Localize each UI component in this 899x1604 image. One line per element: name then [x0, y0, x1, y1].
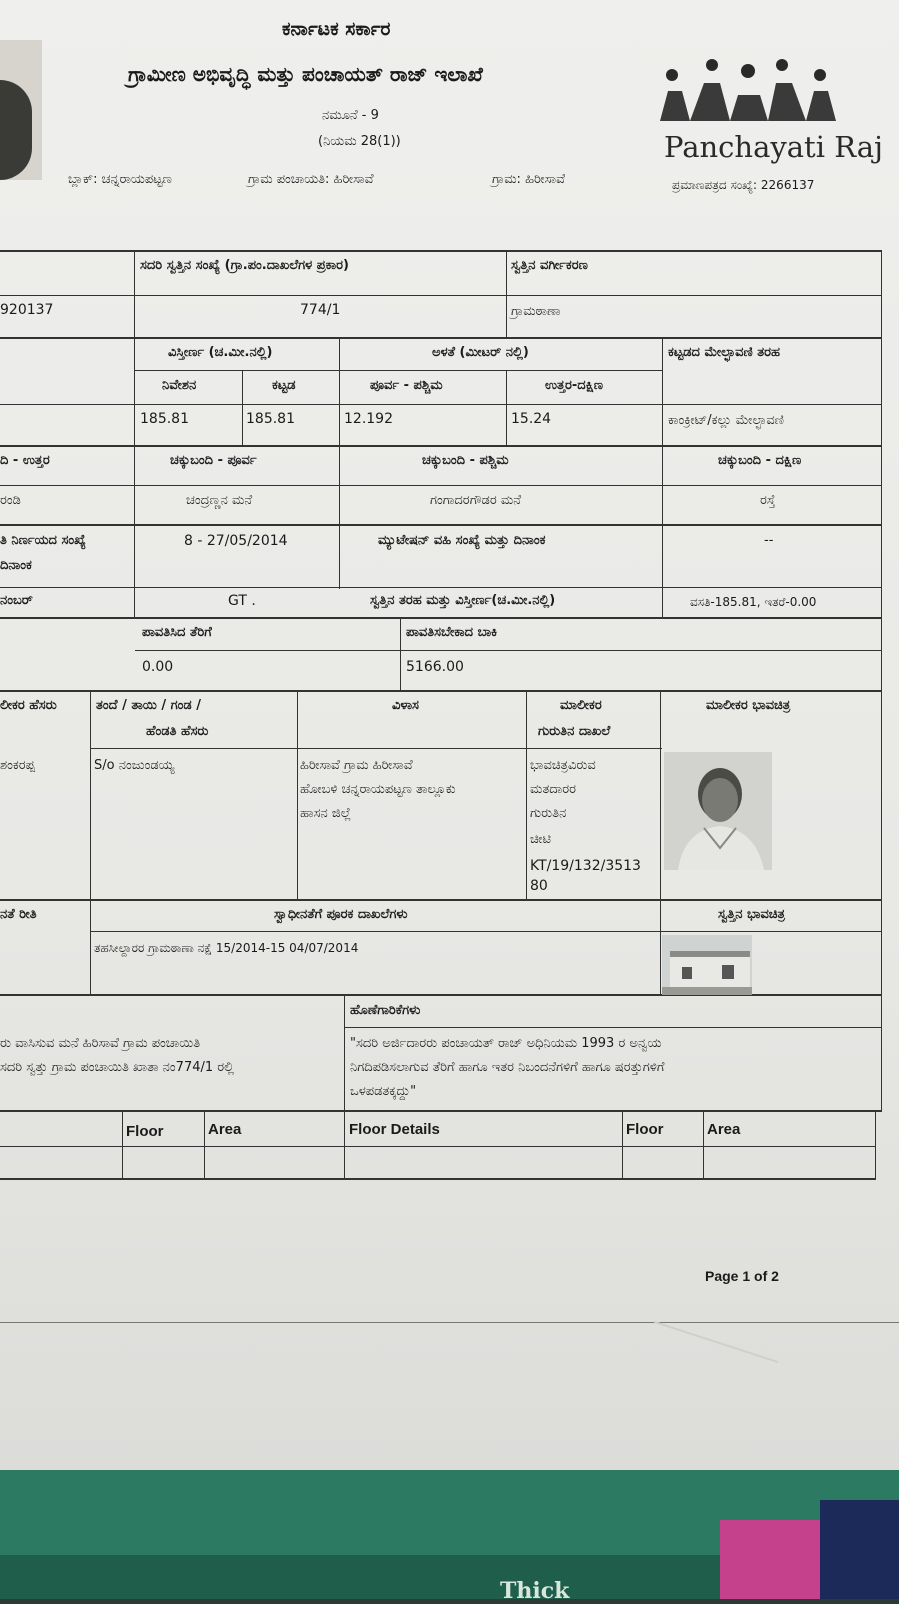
owner-id-line-6: 80 — [530, 878, 548, 894]
owner-id-label: ಮಾಲೀಕರ — [560, 698, 602, 713]
book-title-text: Thick — [500, 1578, 570, 1604]
dimension-label: ಅಳತೆ (ಮೀಟರ್ ನಲ್ಲಿ) — [432, 345, 529, 360]
person-silhouette-icon — [664, 752, 772, 870]
south-boundary-value: ರಸ್ತೆ — [760, 493, 776, 508]
owner-parent-label: ತಂದೆ / ತಾಯಿ / ಗಂಡ / — [96, 698, 201, 713]
roof-type-value: ಕಾಂಕ್ರೀಟ್/ಕಲ್ಲು ಮೇಲ್ಛಾವಣಿ — [668, 413, 784, 428]
owner-parent-label-2: ಹೆಂಡತಿ ಹೆಸರು — [146, 724, 209, 739]
tax-paid-label: ಪಾವತಿಸಿದ ತೆರಿಗೆ — [142, 625, 212, 640]
floor-header: Floor — [126, 1123, 164, 1140]
property-no-value: 774/1 — [300, 302, 341, 318]
tax-due-value: 5166.00 — [406, 659, 464, 675]
resolution-date-label: ದಿನಾಂಕ — [0, 558, 32, 573]
owner-id-label-2: ಗುರುತಿನ ದಾಖಲೆ — [538, 724, 611, 739]
owner-name-value: ಶಂಕರಪ್ಪ — [0, 758, 35, 773]
west-boundary-label: ಚಕ್ಕುಬಂದಿ - ಪಶ್ಚಿಮ — [422, 453, 509, 468]
floor-header-2: Floor — [626, 1121, 664, 1138]
north-boundary-label: ದಿ - ಉತ್ತರ — [0, 453, 50, 468]
supporting-docs-value: ತಹಸೀಲ್ದಾರರ ಗ್ರಾಮಠಾಣಾ ನಕ್ಷೆ 15/2014-15 04/07/2014 — [94, 941, 359, 955]
certificate-number: ಪ್ರಮಾಣಪತ್ರದ ಸಂಖ್ಯೆ: 2266137 — [672, 178, 815, 192]
panchayat-name: ಗ್ರಾಮ ಪಂಚಾಯತಿ: ಹಿರೀಸಾವೆ — [248, 172, 374, 187]
mutation-value: -- — [764, 533, 774, 548]
classification-label: ಸ್ವತ್ತಿನ ವರ್ಗೀಕರಣ — [511, 258, 588, 273]
liabilities-left-line-1: ರು ವಾಸಿಸುವ ಮನೆ ಹಿರಿಸಾವೆ ಗ್ರಾಮ ಪಂಚಾಯಿತಿ — [0, 1036, 201, 1051]
roof-type-label: ಕಟ್ಟಡದ ಮೇಲ್ಛಾವಣಿ ತರಹ — [668, 345, 780, 360]
owner-id-line-1: ಭಾವಚಿತ್ರವಿರುವ — [530, 758, 596, 773]
liabilities-label: ಹೊಣೆಗಾರಿಕೆಗಳು — [350, 1003, 421, 1018]
number-label: ನಂಬರ್ — [0, 593, 33, 608]
north-south-label: ಉತ್ತರ-ದಕ್ಷಿಣ — [545, 378, 604, 393]
area-header-2: Area — [707, 1121, 741, 1138]
owner-address-line-1: ಹಿರೀಸಾವೆ ಗ್ರಾಮ ಹಿರೀಸಾವೆ — [300, 758, 413, 773]
property-id-value: 920137 — [0, 302, 54, 318]
liabilities-left-line-2: ಸದರಿ ಸ್ವತ್ತು ಗ್ರಾಮ ಪಂಚಾಯಿತಿ ಖಾತಾ ನಂ774/1 ರಲ್ಲಿ — [0, 1060, 234, 1075]
site-label: ನಿವೇಶನ — [162, 378, 197, 393]
resolution-label: ತಿ ನಿರ್ಣಯದ ಸಂಖ್ಯೆ — [0, 533, 86, 548]
property-photo-label: ಸ್ವತ್ತಿನ ಭಾವಚಿತ್ರ — [718, 907, 785, 922]
tax-due-label: ಪಾವತಿಸಬೇಕಾದ ಬಾಕಿ — [406, 625, 498, 640]
block-name: ಬ್ಲಾಕ್: ಚನ್ನರಾಯಪಟ್ಟಣ — [68, 172, 172, 187]
blue-book — [820, 1500, 899, 1599]
pink-book — [720, 1520, 820, 1599]
owner-address-line-3: ಹಾಸನ ಜಿಲ್ಲೆ — [300, 806, 352, 821]
north-boundary-value: ರಂಡಿ — [0, 493, 21, 508]
building-area-value: 185.81 — [246, 411, 295, 427]
east-boundary-value: ಚಂದ್ರಣ್ಣನ ಮನೆ — [186, 493, 253, 508]
north-south-value: 15.24 — [511, 411, 552, 427]
village-name: ಗ್ರಾಮ: ಹಿರೀಸಾವೆ — [492, 172, 565, 187]
owner-id-line-2: ಮತದಾರರ — [530, 782, 576, 797]
floor-details-header: Floor Details — [349, 1121, 440, 1138]
property-no-label: ಸದರಿ ಸ್ವತ್ತಿನ ಸಂಖ್ಯೆ (ಗ್ರಾ.ಪಂ.ದಾಖಲೆಗಳ ಪ್ರಕಾರ) — [140, 258, 349, 273]
govt-title: ಕರ್ನಾಟಕ ಸರ್ಕಾರ — [282, 18, 391, 40]
south-boundary-label: ಚಕ್ಕುಬಂದಿ - ದಕ್ಷಿಣ — [718, 453, 802, 468]
liabilities-right-line-2: ನಿಗದಿಪಡಿಸಲಾಗುವ ತೆರಿಗೆ ಹಾಗೂ ಇತರ ನಿಬಂದನೆಗಳಿಗೆ ಹಾಗೂ ಷರತ್ತುಗಳಿಗೆ — [350, 1060, 665, 1075]
house-icon — [662, 935, 752, 995]
liabilities-right-line-1: "ಸದರಿ ಅರ್ಜಿದಾರರು ಪಂಚಾಯತ್ ರಾಜ್ ಅಧಿನಿಯಮ 1993 ರ ಅನ್ವಯ — [350, 1036, 662, 1051]
building-label: ಕಟ್ಟಡ — [272, 378, 296, 393]
possession-method-label: ನತೆ ರೀತಿ — [0, 907, 37, 922]
owner-id-line-4: ಚೀಟಿ — [530, 832, 551, 847]
property-photo — [662, 935, 752, 995]
owner-id-line-3: ಗುರುತಿನ — [530, 806, 567, 821]
page-number: Page 1 of 2 — [705, 1268, 779, 1284]
owner-photo-label: ಮಾಲೀಕರ ಭಾವಚಿತ್ರ — [706, 698, 791, 713]
owner-id-line-5: KT/19/132/3513 — [530, 858, 641, 874]
east-west-value: 12.192 — [344, 411, 393, 427]
owner-address-line-2: ಹೋಬಳಿ ಚನ್ನರಾಯಪಟ್ಟಣ ತಾಲ್ಲೂಕು — [300, 782, 456, 797]
liabilities-right-line-3: ಒಳಪಡತಕ್ಕದ್ದು" — [350, 1084, 417, 1099]
property-type-value: ವಸತಿ-185.81, ಇತರೆ-0.00 — [690, 595, 817, 609]
tax-paid-value: 0.00 — [142, 659, 174, 675]
dept-title: ಗ್ರಾಮೀಣ ಅಭಿವೃದ್ಧಿ ಮತ್ತು ಪಂಚಾಯತ್ ರಾಜ್ ಇಲಾಖೆ — [128, 62, 483, 86]
owner-address-label: ವಿಳಾಸ — [392, 698, 419, 713]
west-boundary-value: ಗಂಗಾದರಗೌಡರ ಮನೆ — [430, 493, 521, 508]
site-area-value: 185.81 — [140, 411, 189, 427]
supporting-docs-label: ಸ್ವಾಧೀನತೆಗೆ ಪೂರಕ ದಾಖಲೆಗಳು — [274, 907, 408, 922]
owner-photo — [664, 752, 772, 870]
karnataka-emblem-icon — [0, 40, 42, 180]
area-label: ವಿಸ್ತೀರ್ಣ (ಚ.ಮೀ.ನಲ್ಲಿ) — [168, 345, 273, 360]
area-header: Area — [208, 1121, 242, 1138]
form-number: ನಮೂನೆ - 9 — [322, 108, 379, 123]
form-rule: (ನಿಯಮ 28(1)) — [318, 134, 401, 149]
panchayati-raj-logo-icon — [660, 55, 840, 125]
paper-fold-mark — [642, 1321, 779, 1401]
logo-text: Panchayati Raj — [664, 130, 883, 164]
property-type-label: ಸ್ವತ್ತಿನ ತರಹ ಮತ್ತು ವಿಸ್ತೀರ್ಣ(ಚ.ಮೀ.ನಲ್ಲಿ) — [370, 593, 556, 608]
resolution-value: 8 - 27/05/2014 — [184, 533, 288, 549]
east-west-label: ಪೂರ್ವ - ಪಶ್ಚಿಮ — [370, 378, 443, 393]
classification-value: ಗ್ರಾಮಠಾಣಾ — [511, 304, 561, 319]
mutation-label: ಮ್ಯುಟೇಷನ್ ವಹಿ ಸಂಖ್ಯೆ ಮತ್ತು ದಿನಾಂಕ — [378, 533, 546, 548]
owner-name-label: ಲೀಕರ ಹೆಸರು — [0, 698, 57, 713]
east-boundary-label: ಚಕ್ಕುಬಂದಿ - ಪೂರ್ವ — [170, 453, 257, 468]
owner-parent-value: S/o ನಂಜುಂಡಯ್ಯ — [94, 758, 175, 773]
gt-value: GT . — [228, 593, 256, 609]
